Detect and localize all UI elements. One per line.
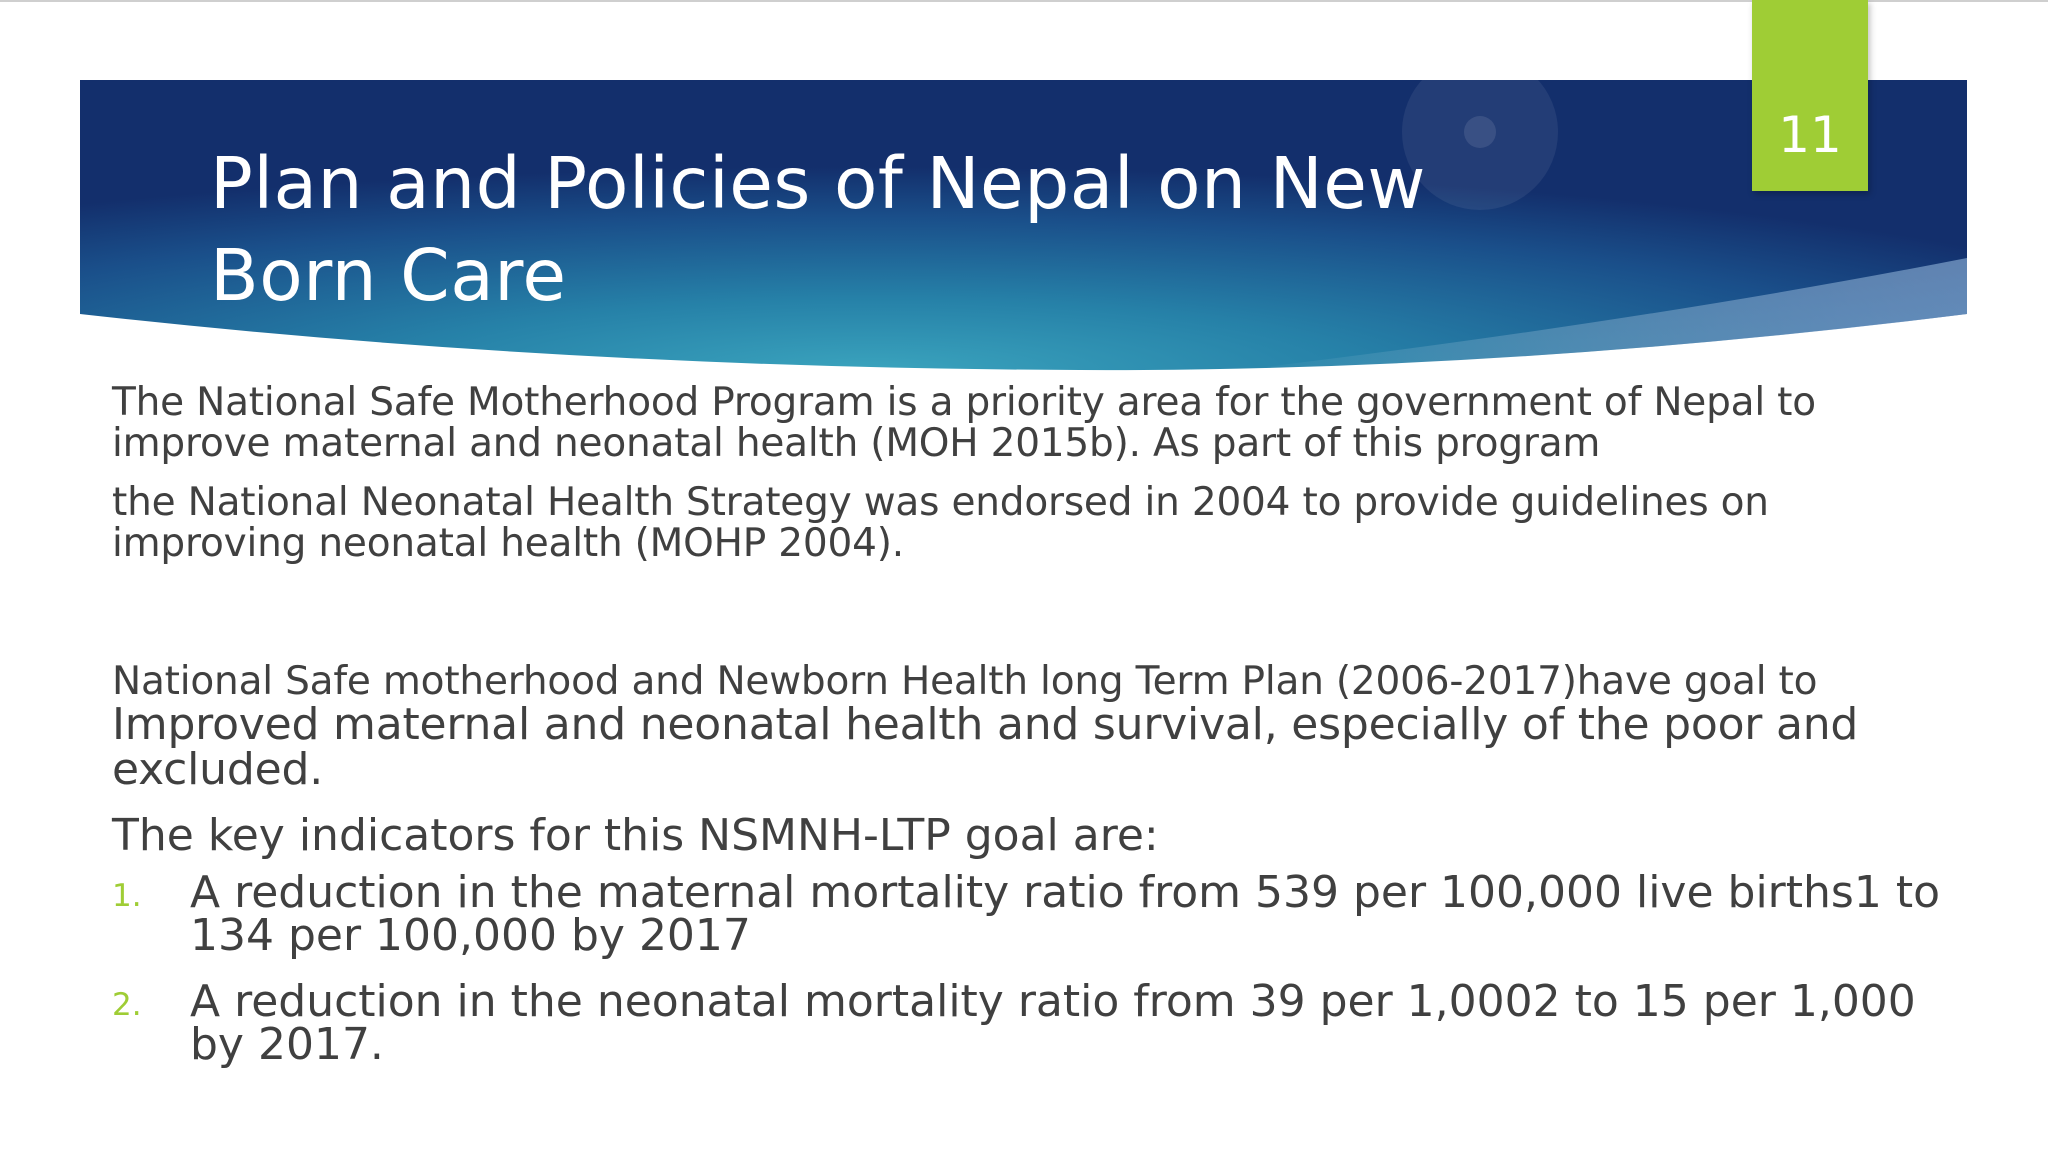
long-term-plan-goal: Improved maternal and neonatal health and survival, especially of the poor and excluded.: [112, 699, 1859, 795]
page-number: 11: [1778, 106, 1842, 164]
key-indicators-heading: The key indicators for this NSMNH-LTP goal are:: [112, 810, 1159, 861]
indicator-list: [112, 867, 1972, 1070]
list-number: 2.: [112, 987, 142, 1023]
long-term-plan-lead: National Safe motherhood and Newborn Health long Term Plan (2006-2017)have goal to: [112, 659, 1818, 704]
slide-title: Plan and Policies of Nepal on New Born Care: [210, 142, 1426, 317]
paragraph-safe-motherhood-program: The National Safe Motherhood Program is a priority area for the government of Nepal to improve maternal and neonatal health (MOH 2015b). As part of this program: [112, 380, 1816, 466]
list-item: [112, 867, 1972, 961]
list-number: 1.: [112, 878, 142, 914]
paragraph-neonatal-strategy: the National Neonatal Health Strategy was endorsed in 2004 to provide guidelines on improving neonatal health (MOHP 2004).: [112, 480, 1769, 566]
list-item-text: A reduction in the maternal mortality ratio from 539 per 100,000 live births1 to 134 per 100,000 by 2017: [190, 867, 1940, 961]
list-item: [112, 976, 1972, 1070]
page-number-tab: [1752, 0, 1868, 191]
list-item-text: A reduction in the neonatal mortality ratio from 39 per 1,0002 to 15 per 1,000 by 2017.: [190, 976, 1916, 1070]
slide-body: [112, 382, 1972, 1089]
paragraph-long-term-plan: [112, 660, 1972, 793]
